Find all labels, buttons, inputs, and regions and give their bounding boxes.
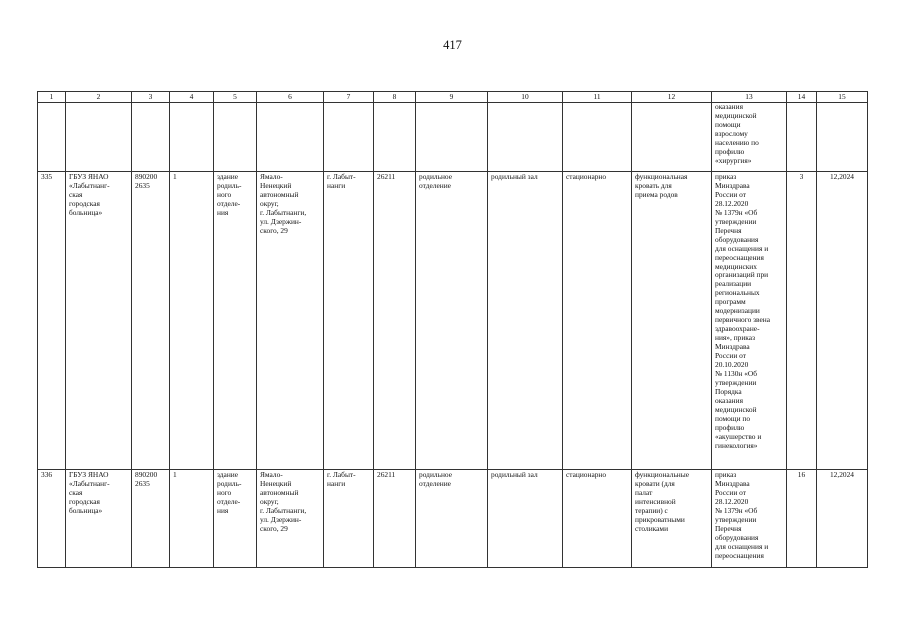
table-row xyxy=(38,172,868,470)
care-type-cell: стационарно xyxy=(563,172,632,470)
deadline-cell: 12,2024 xyxy=(817,172,868,470)
page-number: 417 xyxy=(443,38,462,52)
column-number: 5 xyxy=(214,92,257,103)
building-cell: здание родиль- ного отделе- ния xyxy=(214,172,257,470)
building-cell: здание родиль- ного отделе- ния xyxy=(214,470,257,568)
column-number: 13 xyxy=(712,92,787,103)
column-number: 4 xyxy=(170,92,214,103)
table-cell xyxy=(132,103,170,172)
city-cell: г. Лабыт- нанги xyxy=(324,172,374,470)
count-cell: 1 xyxy=(170,470,214,568)
organization-cell: ГБУЗ ЯНАО «Лабытнанг- ская городская больница» xyxy=(66,470,132,568)
address-cell: Ямало- Ненецкий автономный округ, г. Лабытнанги, ул. Дзержин- ского, 29 xyxy=(257,470,324,568)
equipment-cell: функциональные кровати (для палат интенсивной терапии) с прикроватными столиками xyxy=(632,470,712,568)
code-cell: 26211 xyxy=(374,470,416,568)
table-cell xyxy=(170,103,214,172)
column-number: 8 xyxy=(374,92,416,103)
table-row xyxy=(38,470,868,568)
table-cell xyxy=(632,103,712,172)
code-cell: 26211 xyxy=(374,172,416,470)
quantity-cell: 16 xyxy=(787,470,817,568)
table-cell xyxy=(38,103,66,172)
deadline-cell: 12,2024 xyxy=(817,470,868,568)
table-cell xyxy=(787,103,817,172)
organization-cell: ГБУЗ ЯНАО «Лабытнанг- ская городская больница» xyxy=(66,172,132,470)
table-cell xyxy=(66,103,132,172)
city-cell: г. Лабыт- нанги xyxy=(324,470,374,568)
equipment-cell: функциональная кровать для приема родов xyxy=(632,172,712,470)
column-number: 3 xyxy=(132,92,170,103)
regulation-cell: оказания медицинской помощи взрослому населению по профилю «хирургия» xyxy=(712,103,787,172)
count-cell: 1 xyxy=(170,172,214,470)
continuation-row xyxy=(38,103,868,172)
column-number: 15 xyxy=(817,92,868,103)
room-cell: родильный зал xyxy=(488,470,563,568)
row-number: 335 xyxy=(38,172,66,470)
regulation-cell: приказ Минздрава России от 28.12.2020 № 1379н «Об утверждении Перечня оборудования для оснащения и переоснащения xyxy=(712,470,787,568)
column-number: 6 xyxy=(257,92,324,103)
column-number: 12 xyxy=(632,92,712,103)
table-cell xyxy=(324,103,374,172)
column-number: 11 xyxy=(563,92,632,103)
table-cell xyxy=(416,103,488,172)
column-number: 1 xyxy=(38,92,66,103)
inn-cell: 890200 2635 xyxy=(132,172,170,470)
table-cell xyxy=(374,103,416,172)
quantity-cell: 3 xyxy=(787,172,817,470)
inn-cell: 890200 2635 xyxy=(132,470,170,568)
column-number: 7 xyxy=(324,92,374,103)
table-cell xyxy=(257,103,324,172)
department-cell: родильное отделение xyxy=(416,470,488,568)
department-cell: родильное отделение xyxy=(416,172,488,470)
row-number: 336 xyxy=(38,470,66,568)
address-cell: Ямало- Ненецкий автономный округ, г. Лабытнанги, ул. Дзержин- ского, 29 xyxy=(257,172,324,470)
column-number: 14 xyxy=(787,92,817,103)
column-number-row xyxy=(38,92,868,103)
table-cell xyxy=(488,103,563,172)
room-cell: родильный зал xyxy=(488,172,563,470)
regulation-cell: приказ Минздрава России от 28.12.2020 № 1379н «Об утверждении Перечня оборудования для оснащения и переоснащения медицинских организаций при реализации региональных программ модернизации первичного звена здравоохране- ния», приказ Минздрава России от 20.10.2020 № 1130н «Об утверждении Порядка оказания медицинской помощи по профилю «акушерство и гинекология» xyxy=(712,172,787,470)
table-cell xyxy=(563,103,632,172)
column-number: 9 xyxy=(416,92,488,103)
table-cell xyxy=(817,103,868,172)
table-cell xyxy=(214,103,257,172)
equipment-table xyxy=(37,91,868,568)
column-number: 10 xyxy=(488,92,563,103)
column-number: 2 xyxy=(66,92,132,103)
care-type-cell: стационарно xyxy=(563,470,632,568)
